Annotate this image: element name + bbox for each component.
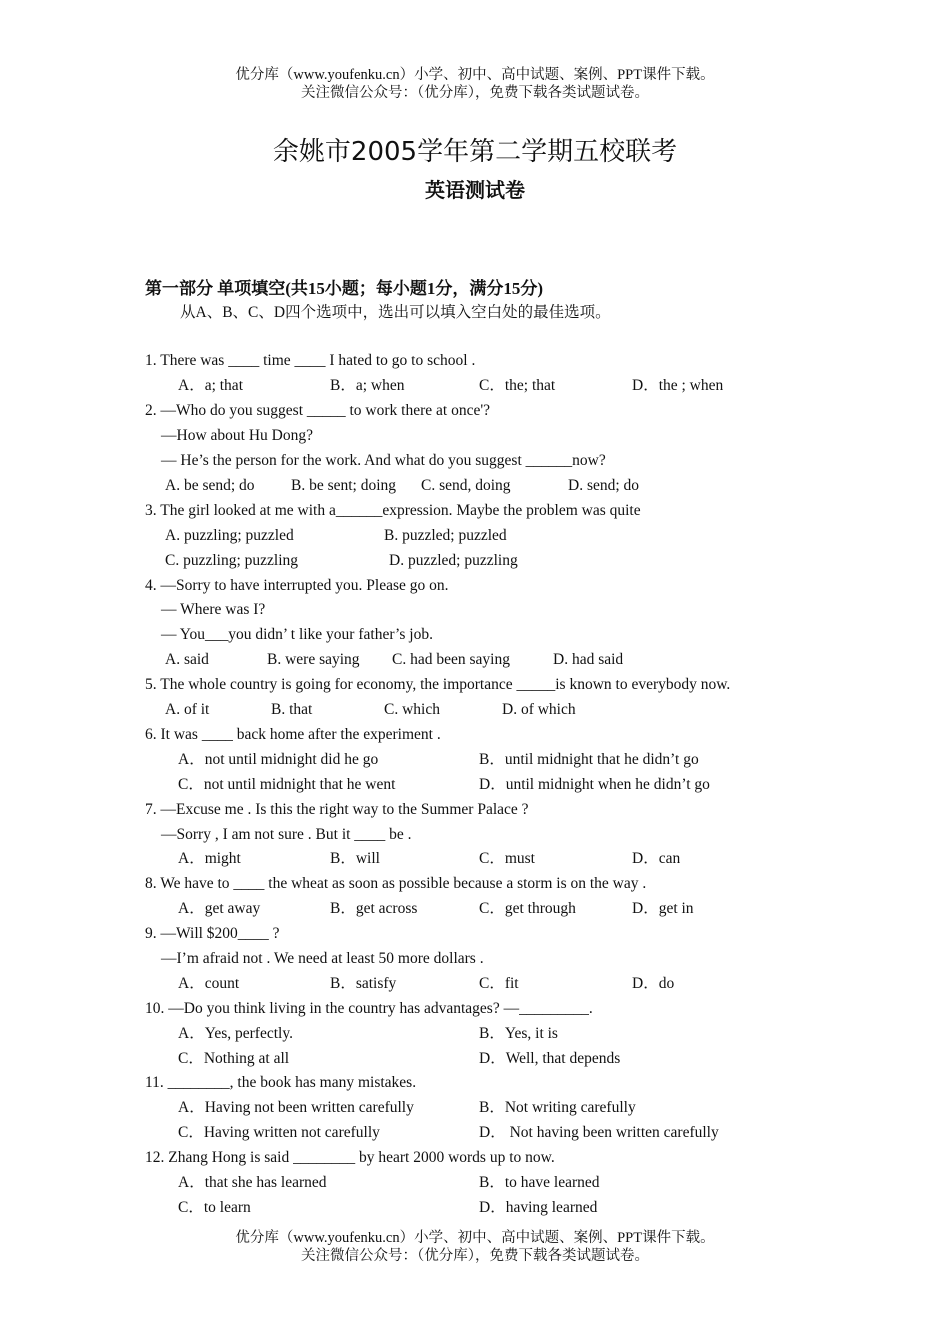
question-11-option-c: C．Having written not carefully bbox=[178, 1124, 380, 1141]
question-5-stem: 5. The whole country is going for economy, the importance _____is known to everybody now. bbox=[145, 676, 731, 693]
question-5-option-b: B. that bbox=[271, 701, 313, 718]
question-8-option-c: C．get through bbox=[479, 900, 576, 917]
question-9-option-b: B．satisfy bbox=[330, 975, 397, 992]
question-7-option-c: C．must bbox=[479, 850, 535, 867]
question-3-stem: 3. The girl looked at me with a______expression. Maybe the problem was quite bbox=[145, 502, 641, 519]
question-9-stem: 9. —Will $200____ ? bbox=[145, 925, 280, 942]
question-1-option-b: B．a; when bbox=[330, 377, 405, 394]
exam-title: 余姚市2005学年第二学期五校联考 bbox=[272, 137, 678, 167]
question-1-option-a: A．a; that bbox=[178, 377, 243, 394]
question-6-stem: 6. It was ____ back home after the experiment . bbox=[145, 726, 441, 743]
question-7-option-b: B．will bbox=[330, 850, 380, 867]
question-9-option-d: D．do bbox=[632, 975, 675, 992]
question-5-option-d: D. of which bbox=[502, 701, 576, 718]
question-4-option-a: A. said bbox=[165, 651, 209, 668]
question-7-option-a: A．might bbox=[178, 850, 241, 867]
question-2-stem: 2. —Who do you suggest _____ to work there at once'? bbox=[145, 402, 491, 419]
footer-line-2: 关注微信公众号：（优分库），免费下载各类试题试卷。 bbox=[301, 1248, 649, 1264]
header-line-2: 关注微信公众号：（优分库），免费下载各类试题试卷。 bbox=[301, 85, 649, 101]
section-instruction: 从A、B、C、D四个选项中，选出可以填入空白处的最佳选项。 bbox=[180, 304, 611, 321]
question-3-option-c: C. puzzling; puzzling bbox=[165, 552, 299, 569]
question-1-option-c: C．the; that bbox=[479, 377, 556, 394]
question-4-option-b: B. were saying bbox=[267, 651, 360, 668]
question-1-stem: 1. There was ____ time ____ I hated to go to school . bbox=[145, 352, 476, 369]
question-11-option-a: A．Having not been written carefully bbox=[178, 1099, 414, 1116]
question-6-option-d: D．until midnight when he didn’t go bbox=[479, 776, 710, 793]
question-10-option-a: A．Yes, perfectly. bbox=[178, 1025, 293, 1042]
question-2-option-a: A. be send; do bbox=[165, 477, 255, 494]
question-9-option-a: A．count bbox=[178, 975, 240, 992]
question-7-stem: 7. —Excuse me . Is this the right way to the Summer Palace ? bbox=[145, 801, 529, 818]
question-1-option-d: D．the ; when bbox=[632, 377, 724, 394]
question-10-option-d: D．Well, that depends bbox=[479, 1050, 621, 1067]
question-8-stem: 8. We have to ____ the wheat as soon as possible because a storm is on the way . bbox=[145, 875, 647, 892]
question-11-option-b: B．Not writing carefully bbox=[479, 1099, 636, 1116]
question-4-option-d: D. had said bbox=[553, 651, 624, 668]
question-8-option-d: D．get in bbox=[632, 900, 694, 917]
question-10-option-c: C．Nothing at all bbox=[178, 1050, 290, 1067]
question-12-stem: 12. Zhang Hong is said ________ by heart 2000 words up to now. bbox=[145, 1149, 555, 1166]
question-12-option-d: D．having learned bbox=[479, 1199, 598, 1216]
question-12-option-c: C．to learn bbox=[178, 1199, 251, 1216]
question-12-option-a: A．that she has learned bbox=[178, 1174, 327, 1191]
question-4-dialogue-3: — You___you didn’ t like your father’s job. bbox=[161, 626, 433, 643]
question-7-dialogue-2: —Sorry , I am not sure . But it ____ be . bbox=[161, 826, 412, 843]
question-6-option-b: B．until midnight that he didn’t go bbox=[479, 751, 699, 768]
question-4-dialogue-2: — Where was I? bbox=[161, 601, 266, 618]
question-8-option-b: B．get across bbox=[330, 900, 418, 917]
section-heading: 第一部分 单项填空(共15小题；每小题1分，满分15分) bbox=[145, 279, 544, 298]
question-3-option-b: B. puzzled; puzzled bbox=[384, 527, 507, 544]
header-line-1: 优分库（www.youfenku.cn）小学、初中、高中试题、案例、PPT课件下载。 bbox=[235, 67, 715, 83]
question-3-option-d: D. puzzled; puzzling bbox=[389, 552, 518, 569]
question-8-option-a: A．get away bbox=[178, 900, 261, 917]
question-3-option-a: A. puzzling; puzzled bbox=[165, 527, 294, 544]
question-2-option-c: C. send, doing bbox=[421, 477, 511, 494]
question-5-option-c: C. which bbox=[384, 701, 440, 718]
question-6-option-c: C．not until midnight that he went bbox=[178, 776, 396, 793]
exam-subtitle: 英语测试卷 bbox=[425, 178, 525, 202]
question-4-option-c: C. had been saying bbox=[392, 651, 510, 668]
question-2-dialogue-3: — He’s the person for the work. And what do you suggest ______now? bbox=[161, 452, 606, 469]
question-9-dialogue-2: —I’m afraid not . We need at least 50 more dollars . bbox=[161, 950, 484, 967]
question-2-dialogue-2: —How about Hu Dong? bbox=[161, 427, 313, 444]
footer-line-1: 优分库（www.youfenku.cn）小学、初中、高中试题、案例、PPT课件下载。 bbox=[235, 1230, 715, 1246]
question-4-stem: 4. —Sorry to have interrupted you. Please go on. bbox=[145, 577, 449, 594]
question-7-option-d: D．can bbox=[632, 850, 681, 867]
question-9-option-c: C．fit bbox=[479, 975, 519, 992]
question-5-option-a: A. of it bbox=[165, 701, 210, 718]
question-6-option-a: A．not until midnight did he go bbox=[178, 751, 379, 768]
question-2-option-b: B. be sent; doing bbox=[291, 477, 397, 494]
question-10-stem: 10. —Do you think living in the country has advantages? —_________. bbox=[145, 1000, 593, 1017]
question-11-stem: 11. ________, the book has many mistakes. bbox=[145, 1074, 417, 1091]
question-2-option-d: D. send; do bbox=[568, 477, 640, 494]
question-10-option-b: B．Yes, it is bbox=[479, 1025, 558, 1042]
question-12-option-b: B．to have learned bbox=[479, 1174, 600, 1191]
question-11-option-d: D． Not having been written carefully bbox=[479, 1124, 719, 1141]
